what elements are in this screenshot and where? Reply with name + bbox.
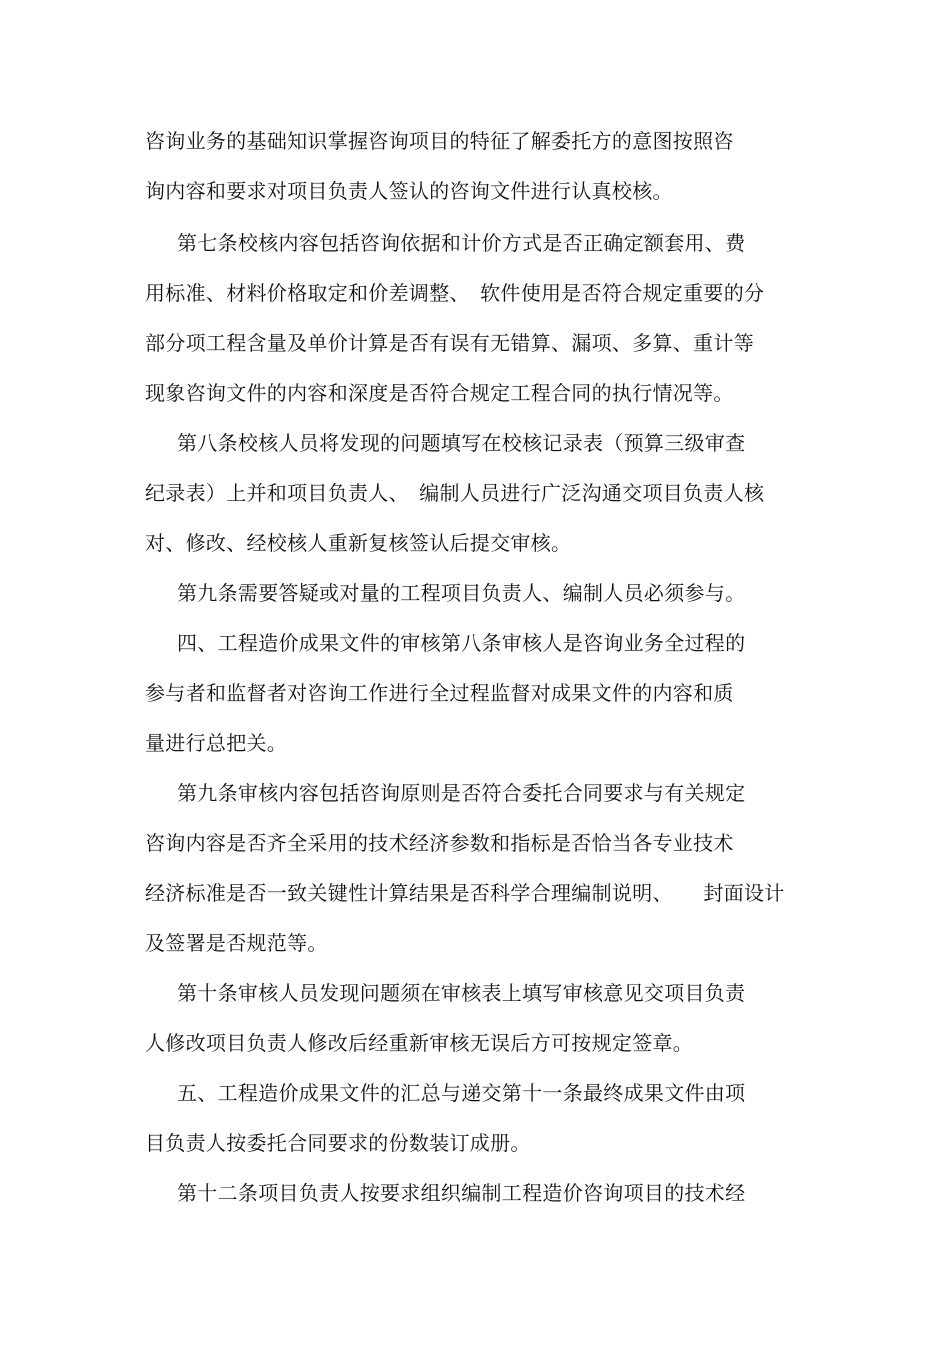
paragraph-first-line: 第十条审核人员发现问题须在审核表上填写审核意见交项目负责: [177, 981, 746, 1005]
paragraph-first-line: 第七条校核内容包括咨询依据和计价方式是否正确定额套用、费: [177, 231, 746, 255]
text-line: 现象咨询文件的内容和深度是否符合规定工程合同的执行情况等。: [145, 381, 734, 405]
text-line: 用标准、材料价格取定和价差调整、 软件使用是否符合规定重要的分: [145, 281, 765, 305]
text-line: 人修改项目负责人修改后经重新审核无误后方可按规定签章。: [145, 1031, 694, 1055]
text-line: 纪录表）上并和项目负责人、 编制人员进行广泛沟通交项目负责人核: [145, 481, 765, 505]
text-line: 询内容和要求对项目负责人签认的咨询文件进行认真校核。: [145, 179, 673, 203]
text-line: 对、修改、经校核人重新复核签认后提交审核。: [145, 531, 572, 555]
text-line: 咨询业务的基础知识掌握咨询项目的特征了解委托方的意图按照咨: [145, 129, 734, 153]
text-line: 部分项工程含量及单价计算是否有误有无错算、漏项、多算、重计等: [145, 331, 754, 355]
text-line: 经济标准是否一致关键性计算结果是否科学合理编制说明、 封面设计: [145, 881, 785, 905]
paragraph-first-line: 第十二条项目负责人按要求组织编制工程造价咨询项目的技术经: [177, 1181, 746, 1205]
paragraph-first-line: 第九条需要答疑或对量的工程项目负责人、编制人员必须参与。: [177, 581, 746, 605]
paragraph-first-line: 第八条校核人员将发现的问题填写在校核记录表（预算三级审查: [177, 431, 746, 455]
section-heading-line: 五、工程造价成果文件的汇总与递交第十一条最终成果文件由项: [177, 1081, 746, 1105]
paragraph-first-line: 第九条审核内容包括咨询原则是否符合委托合同要求与有关规定: [177, 781, 746, 805]
text-line: 咨询内容是否齐全采用的技术经济参数和指标是否恰当各专业技术: [145, 831, 734, 855]
text-line: 参与者和监督者对咨询工作进行全过程监督对成果文件的内容和质: [145, 681, 734, 705]
text-line: 量进行总把关。: [145, 731, 288, 755]
text-line: 目负责人按委托合同要求的份数装订成册。: [145, 1131, 531, 1155]
section-heading-line: 四、工程造价成果文件的审核第八条审核人是咨询业务全过程的: [177, 631, 746, 655]
text-line: 及签署是否规范等。: [145, 931, 328, 955]
